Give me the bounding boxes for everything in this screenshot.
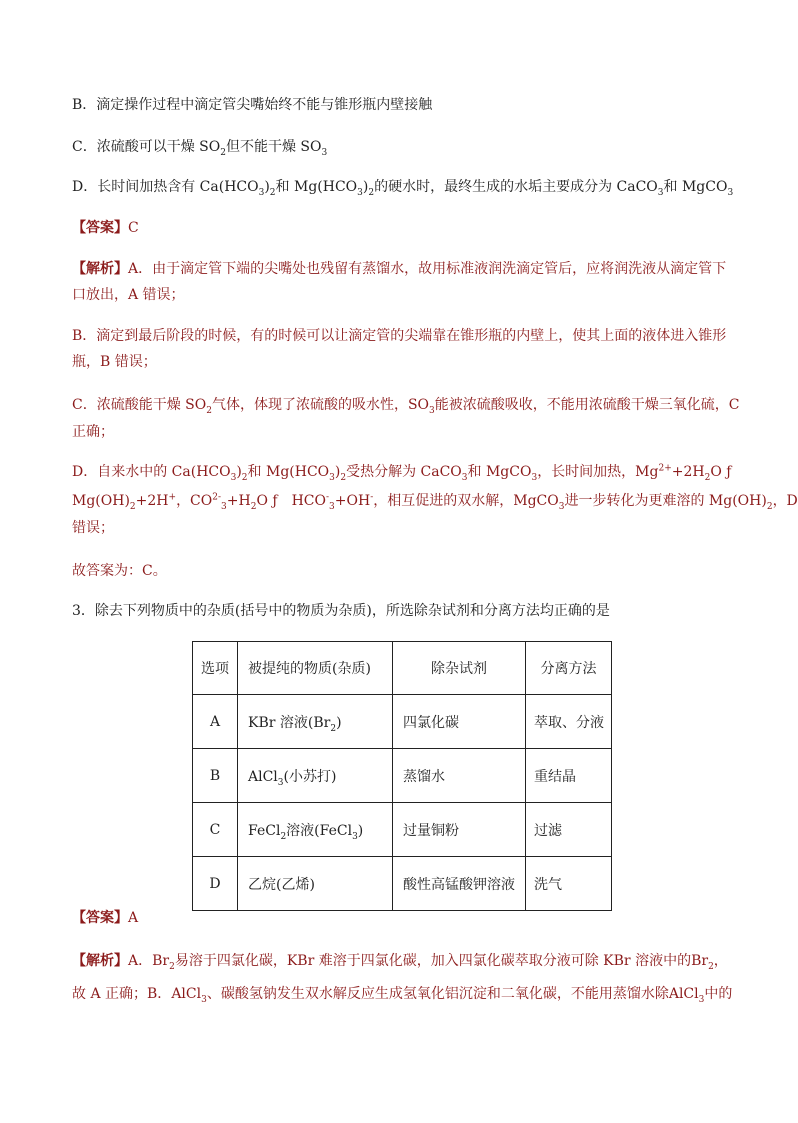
subscript: 3 [531, 472, 538, 483]
q2-analysis-line-3 [72, 326, 726, 346]
subscript: 3 [277, 777, 284, 788]
subscript: 2 [206, 405, 212, 416]
header-cell: 分离方法 [526, 642, 612, 695]
table-row [193, 695, 612, 749]
q2-analysis-line-1 [72, 259, 726, 279]
analysis-text: 、碳酸氢钠发生双水解反应生成氢氧化铝沉淀和二氧化碳，不能用蒸馏水除 [206, 986, 669, 1002]
subscript: 3 [230, 472, 237, 483]
method-cell: 重结晶 [526, 749, 612, 803]
answer-tag: 【答案】 [72, 220, 128, 236]
q2-analysis-line-6 [72, 422, 114, 442]
analysis-text: D．自来水中的 Ca(HCO [72, 464, 231, 480]
subscript: 3 [429, 405, 435, 416]
analysis-tag: 【解析】 [72, 261, 128, 277]
q2-analysis-line-9 [72, 518, 114, 538]
analysis-text: 和 Mg(HCO [247, 464, 330, 480]
subscript: 3 [329, 501, 335, 512]
analysis-text: AlCl [668, 986, 699, 1002]
cell-text: ) [336, 714, 342, 731]
table-header-row [193, 642, 612, 695]
subscript: 3 [698, 994, 705, 1005]
superscript: 2+ [658, 463, 672, 474]
option-cell: C [193, 803, 238, 857]
subscript: 2 [129, 501, 136, 512]
analysis-text: 和 MgCO [467, 464, 532, 480]
analysis-text: AlCl [171, 986, 202, 1002]
analysis-text: 正确； [72, 424, 114, 440]
superscript: - [325, 492, 330, 503]
answer-value: C [128, 220, 139, 236]
method-cell: 洗气 [526, 857, 612, 911]
superscript: - [370, 492, 374, 503]
option-cell: A [193, 695, 238, 749]
subscript: 3 [258, 187, 265, 198]
analysis-text: Br [152, 953, 170, 969]
reagent-cell: 酸性高锰酸钾溶液 [393, 857, 526, 911]
q2-analysis-line-7 [72, 462, 731, 482]
superscript: 2- [212, 492, 222, 503]
option-c-text: 但不能干燥 SO [225, 139, 322, 155]
answer-tag: 【答案】 [72, 910, 128, 926]
cell-text: 溶液(FeCl [286, 822, 353, 839]
analysis-text: ，CO [176, 493, 213, 509]
subscript: 2 [340, 472, 347, 483]
subscript: 3 [221, 501, 227, 512]
analysis-text: 易溶于四氯化碳，KBr 难溶于四氯化碳，加入四氯化碳萃取分液可除 KBr 溶液中的 [174, 953, 692, 969]
options-table [192, 641, 612, 911]
analysis-text: Mg(OH) [72, 493, 130, 509]
option-d-text: D．长时间加热含有 Ca(HCO [72, 179, 259, 195]
analysis-text: 故 A 正确；B． [72, 986, 172, 1002]
subscript: 3 [201, 994, 207, 1005]
superscript: + [168, 492, 177, 503]
analysis-text: +H [226, 493, 251, 509]
subscript: 2 [766, 501, 773, 512]
option-c-text: C．浓硫酸可以干燥 SO [72, 139, 221, 155]
q2-analysis-line-4 [72, 352, 157, 372]
cell-text: Br [313, 714, 331, 731]
substance-cell [238, 749, 393, 803]
analysis-text: A． [128, 953, 153, 969]
analysis-text: O ƒ [710, 464, 732, 480]
header-cell: 除杂试剂 [393, 642, 526, 695]
subscript: 2 [169, 961, 175, 972]
option-d [72, 177, 733, 197]
subscript: 3 [558, 501, 565, 512]
option-d-text: 和 Mg(HCO [275, 179, 358, 195]
cell-text: AlCl [248, 768, 278, 785]
substance-cell [238, 803, 393, 857]
reagent-cell: 蒸馏水 [393, 749, 526, 803]
analysis-text: +2H [135, 493, 169, 509]
q3-analysis-line-2 [72, 984, 732, 1004]
option-b-text: B．滴定操作过程中滴定管尖嘴始终不能与锥形瓶内壁接触 [72, 97, 433, 113]
analysis-text: 能被浓硫酸吸收，不能用浓硫酸干燥三氧化硫，C [434, 397, 740, 413]
subscript: 2 [220, 147, 226, 158]
analysis-text: ，D [772, 493, 798, 509]
subscript: 2 [368, 187, 375, 198]
subscript: 3 [352, 831, 358, 842]
subscript: 3 [657, 187, 664, 198]
q2-analysis-line-8 [72, 491, 798, 511]
analysis-text: 错误； [72, 520, 114, 536]
analysis-text: 瓶，B 错误； [72, 354, 157, 370]
analysis-text: 气体，体现了浓硫酸的吸水性，SO [211, 397, 430, 413]
q2-analysis-line-5 [72, 395, 740, 415]
substance-cell: 乙烷(乙烯) [238, 857, 393, 911]
analysis-text: Br [691, 953, 709, 969]
q3-analysis-line-1 [72, 951, 728, 971]
option-cell: B [193, 749, 238, 803]
option-d-text: ) [264, 179, 270, 195]
analysis-text: 进一步转化为更难溶的 Mg(OH) [564, 493, 767, 509]
analysis-text: ， [713, 953, 728, 969]
q2-analysis-line-2 [72, 285, 185, 305]
cell-text: FeCl [248, 822, 281, 839]
subscript: 2 [241, 472, 248, 483]
subscript: 3 [357, 187, 363, 198]
analysis-text: O ƒ HCO [256, 493, 326, 509]
q2-answer [72, 218, 139, 238]
option-cell: D [193, 857, 238, 911]
analysis-text: 受热分解为 CaCO [346, 464, 462, 480]
subscript: 2 [330, 723, 337, 734]
table-row [193, 803, 612, 857]
analysis-text: C．浓硫酸能干燥 SO [72, 397, 207, 413]
option-d-text: 和 MgCO [663, 179, 728, 195]
analysis-text: ，长时间加热，Mg [537, 464, 659, 480]
analysis-text: +2H [671, 464, 705, 480]
answer-value: A [128, 910, 139, 926]
subscript: 2 [280, 831, 287, 842]
analysis-text: +OH [334, 493, 371, 509]
method-cell: 过滤 [526, 803, 612, 857]
header-cell: 选项 [193, 642, 238, 695]
conclusion-text: 故答案为：C。 [72, 563, 167, 579]
q2-conclusion [72, 561, 167, 581]
analysis-text: B．滴定到最后阶段的时候，有的时候可以让滴定管的尖端靠在锥形瓶的内壁上，使其上面的液体进入锥形 [72, 328, 727, 344]
subscript: 2 [708, 961, 714, 972]
subscript: 3 [727, 187, 734, 198]
option-b [72, 95, 432, 115]
subscript: 3 [321, 147, 328, 158]
subscript: 3 [461, 472, 468, 483]
question-stem: 3．除去下列物质中的杂质(括号中的物质为杂质)，所选除杂试剂和分离方法均正确的是 [72, 603, 610, 619]
analysis-text: ) [334, 464, 341, 480]
option-d-text: 的硬水时，最终生成的水垢主要成分为 CaCO [374, 179, 658, 195]
cell-text: (小苏打) [283, 768, 337, 785]
substance-cell [238, 695, 393, 749]
reagent-cell: 过量铜粉 [393, 803, 526, 857]
analysis-text: 口放出，A 错误； [72, 287, 185, 303]
q3-answer [72, 908, 138, 928]
header-cell: 被提纯的物质(杂质) [238, 642, 393, 695]
table-row [193, 749, 612, 803]
subscript: 2 [704, 472, 711, 483]
cell-text: KBr 溶液( [248, 714, 314, 731]
analysis-text: 中的 [704, 986, 733, 1002]
subscript: 3 [329, 472, 335, 483]
cell-text: ) [357, 822, 364, 839]
q3-stem [72, 601, 610, 621]
table-row [193, 857, 612, 911]
analysis-text: ) [236, 464, 242, 480]
reagent-cell: 四氯化碳 [393, 695, 526, 749]
option-c [72, 137, 327, 157]
subscript: 2 [269, 187, 276, 198]
analysis-text: ，相互促进的双水解，MgCO [373, 493, 559, 509]
method-cell: 萃取、分液 [526, 695, 612, 749]
option-d-text: ) [362, 179, 369, 195]
analysis-text: A．由于滴定管下端的尖嘴处也残留有蒸馏水，故用标准液润洗滴定管后，应将润洗液从滴定管下 [128, 261, 727, 277]
subscript: 2 [250, 501, 257, 512]
analysis-tag: 【解析】 [72, 953, 128, 969]
